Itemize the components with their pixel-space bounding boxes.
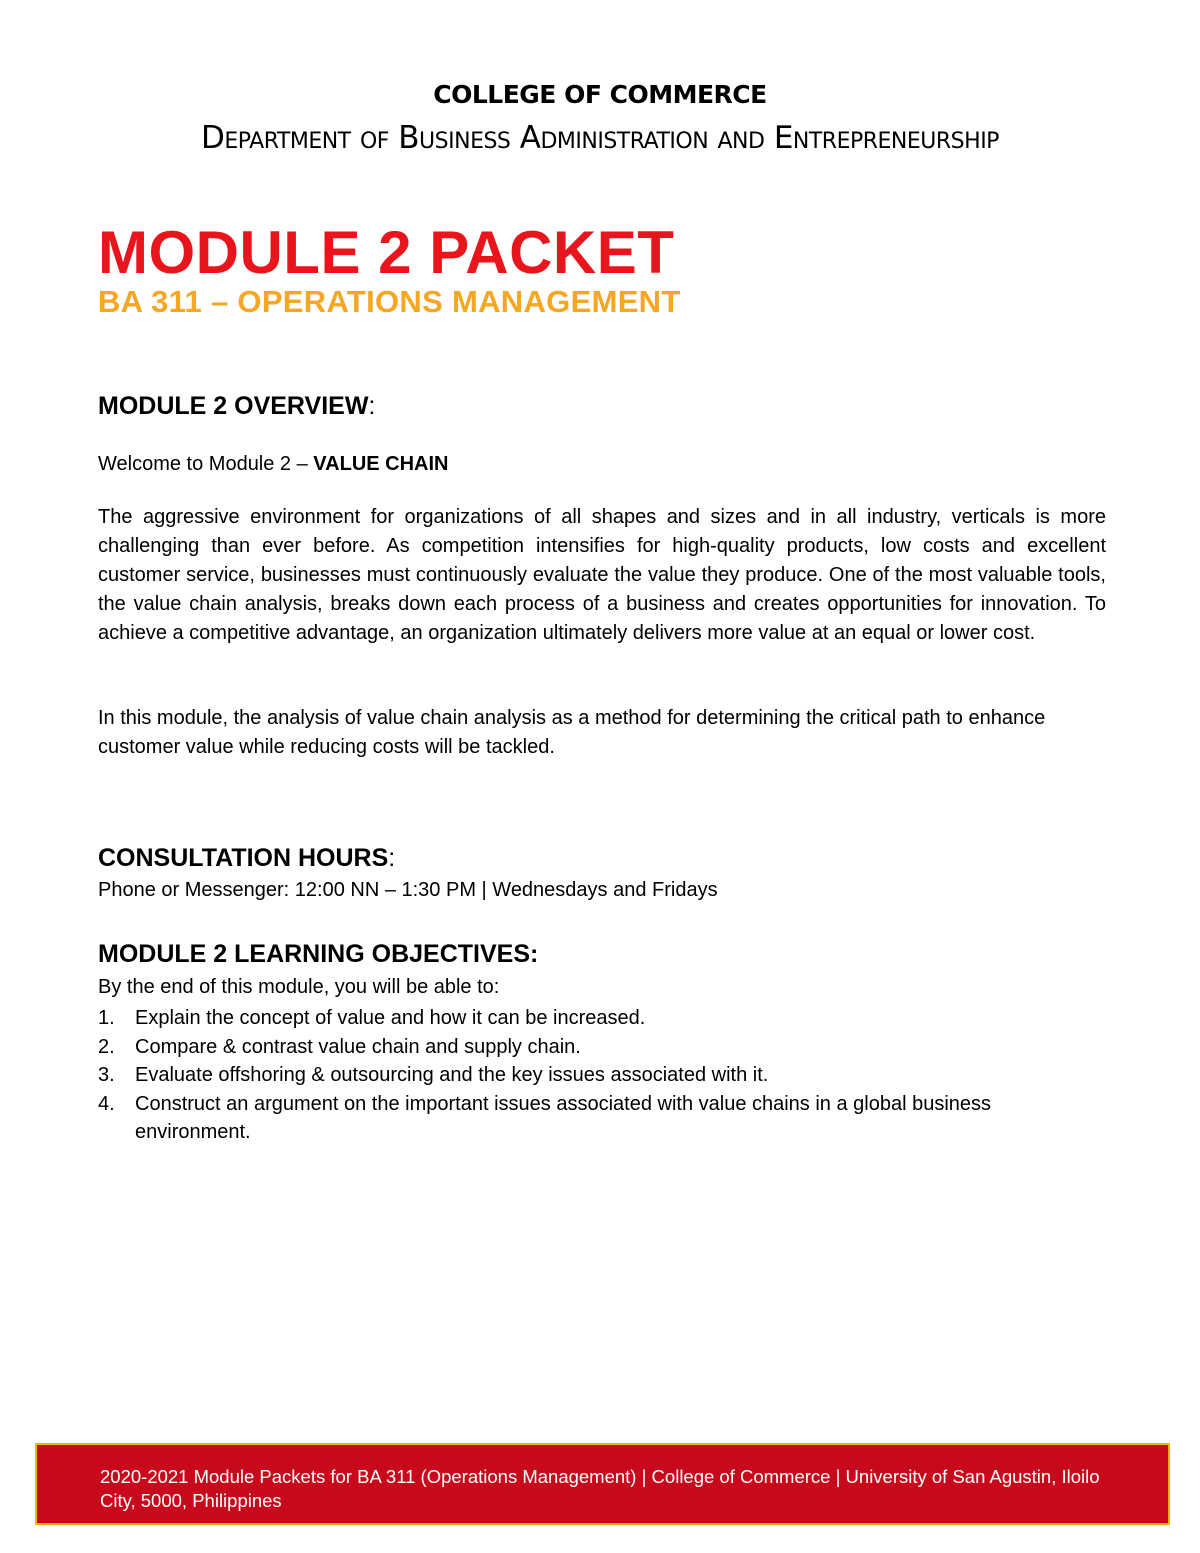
objective-text: Explain the concept of value and how it can be increased. [135,1007,646,1029]
course-title: BA 311 – OPERATIONS MANAGEMENT [98,284,681,319]
objective-number: 3. [98,1064,115,1086]
welcome-topic: VALUE CHAIN [313,453,449,475]
objective-text: Construct an argument on the important issues associated with value chains in a global business environment. [135,1092,992,1143]
objectives-intro: By the end of this module, you will be able to: [98,976,500,998]
page-footer [35,1443,1170,1525]
college-name: COLLEGE OF COMMERCE [433,80,767,109]
objective-number: 4. [98,1092,115,1115]
objectives-heading: MODULE 2 LEARNING OBJECTIVES: [98,940,539,968]
overview-heading-colon: : [368,392,376,420]
packet-title: MODULE 2 PACKET [98,219,675,286]
consultation-heading [98,844,395,873]
footer-text: 2020-2021 Module Packets for BA 311 (Operations Management) | College of Commerce | University of San Agustin, Iloilo City, 5000, Philippines [100,1466,1100,1511]
overview-paragraph-1: The aggressive environment for organizations of all shapes and sizes and in all industry, verticals is more challenging than ever before. As competition intensifies for high-quality products, low costs and excellent customer service, businesses must continuously evaluate the value they produce. One of the most valuable tools, the value chain analysis, breaks down each process of a business and creates opportunities for innovation. To achieve a competitive advantage, an organization ultimately delivers more value at an equal or lower cost. [98,506,1106,644]
objective-item [98,1061,1098,1090]
overview-heading [98,392,375,421]
objective-item [98,1033,1098,1062]
objective-text: Compare & contrast value chain and supply chain. [135,1035,581,1058]
objective-text: Evaluate offshoring & outsourcing and the key issues associated with it. [135,1064,769,1086]
overview-paragraph-2: In this module, the analysis of value chain analysis as a method for determining the critical path to enhance customer value while reducing costs will be tackled. [98,707,1046,758]
objectives-list [98,1004,1098,1147]
consultation-details: Phone or Messenger: 12:00 NN – 1:30 PM | Wednesdays and Fridays [98,879,718,901]
objective-item [98,1004,1098,1033]
overview-heading-text: MODULE 2 OVERVIEW [98,392,369,420]
consultation-heading-text: CONSULTATION HOURS [98,844,389,872]
objective-number: 1. [98,1007,115,1029]
objective-number: 2. [98,1035,115,1058]
consultation-heading-colon: : [388,844,396,872]
welcome-line [98,450,1106,479]
objective-item [98,1090,1098,1147]
department-name: Department of Business Administration and Entrepreneurship [201,120,999,156]
welcome-prefix: Welcome to Module 2 – [98,453,314,475]
